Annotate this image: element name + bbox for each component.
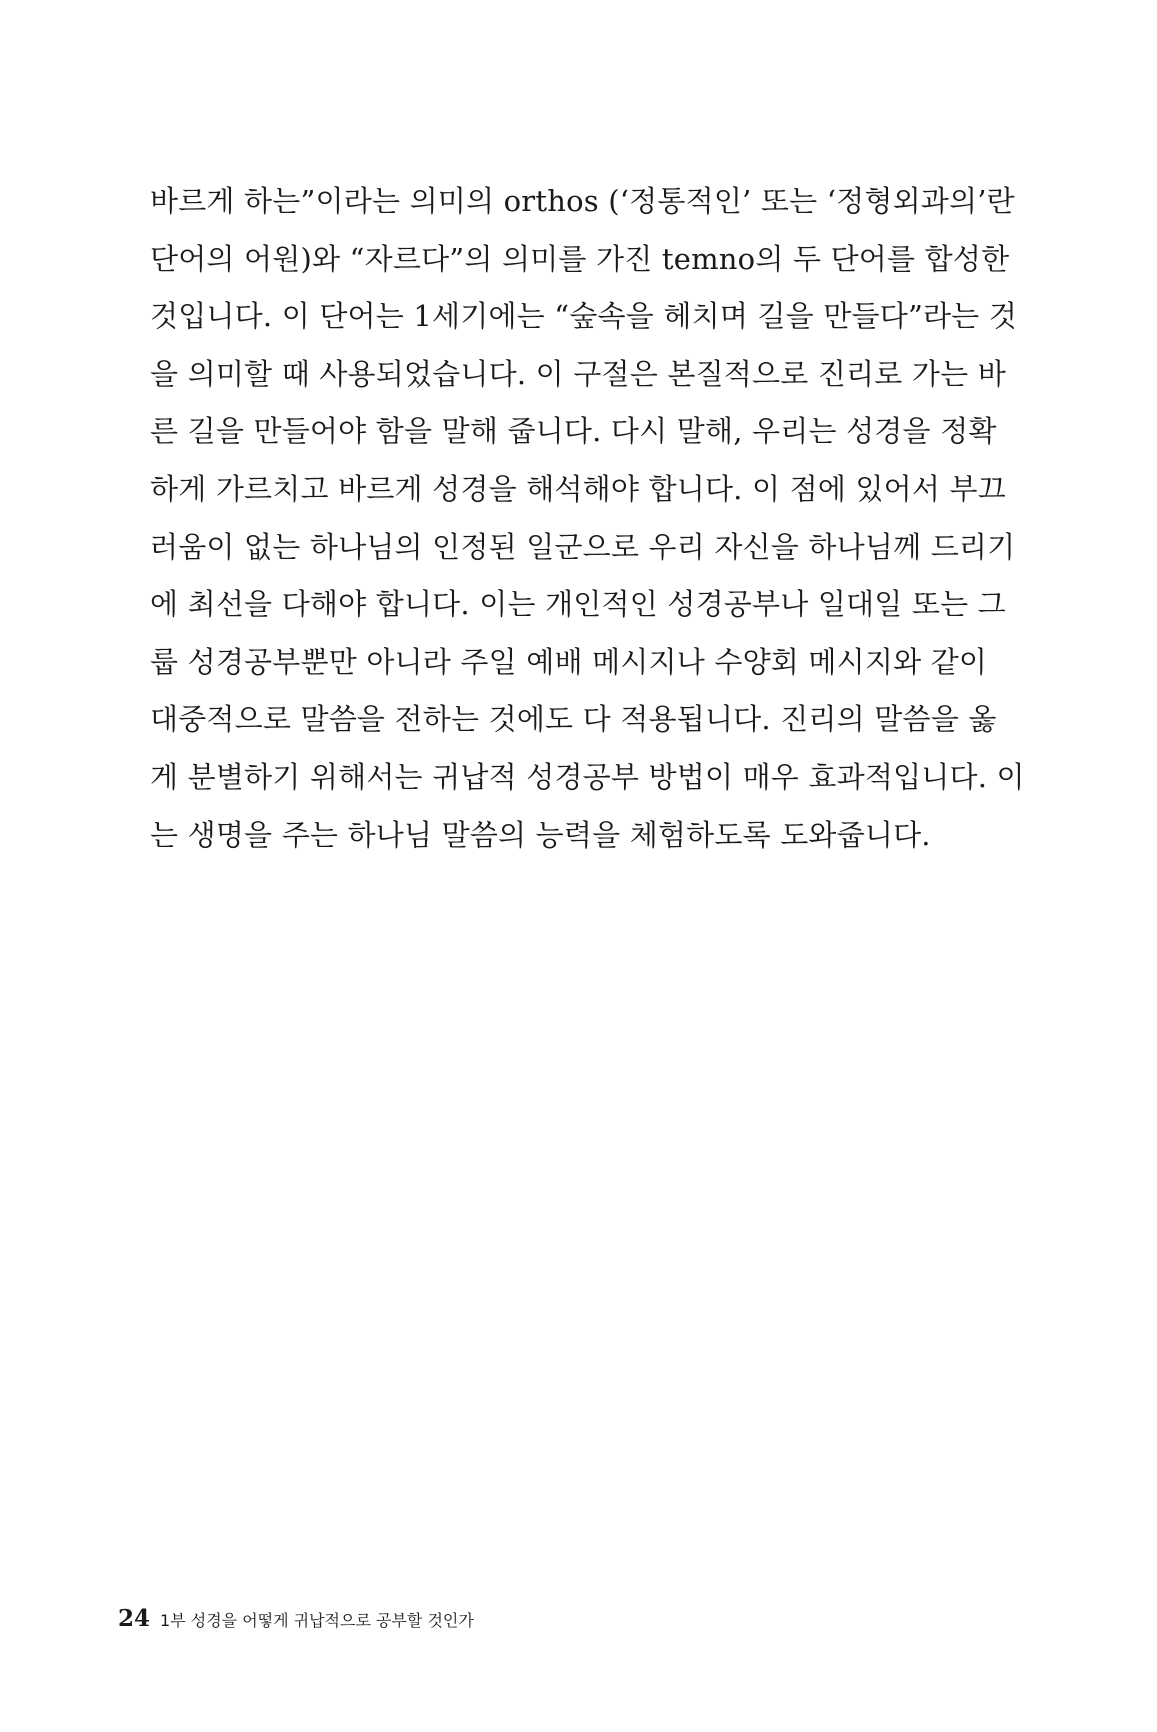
paragraph-line: 게 분별하기 위해서는 귀납적 성경공부 방법이 매우 효과적입니다. 이 (150, 759, 1025, 794)
paragraph-line: 대중적으로 말씀을 전하는 것에도 다 적용됩니다. 진리의 말씀을 옳 (150, 702, 997, 737)
paragraph-line: 바르게 하는”이라는 의미의 orthos (‘정통적인’ 또는 ‘정형외과의’란 (150, 184, 1015, 218)
body-paragraph (150, 173, 1025, 864)
paragraph-line: 하게 가르치고 바르게 성경을 해석해야 합니다. 이 점에 있어서 부끄 (150, 471, 1006, 506)
page-footer (118, 1605, 474, 1632)
paragraph-line: 단어의 어원)와 “자르다”의 의미를 가진 temno의 두 단어를 합성한 (150, 241, 1010, 276)
paragraph-line: 것입니다. 이 단어는 1세기에는 “숲속을 헤치며 길을 만들다”라는 것 (150, 299, 1018, 334)
running-head: 1부 성경을 어떻게 귀납적으로 공부할 것인가 (160, 1611, 474, 1630)
paragraph-line: 는 생명을 주는 하나님 말씀의 능력을 체험하도록 도와줍니다. (150, 817, 931, 852)
paragraph-line: 룹 성경공부뿐만 아니라 주일 예배 메시지나 수양회 메시지와 같이 (150, 644, 988, 679)
paragraph-line: 을 의미할 때 사용되었습니다. 이 구절은 본질적으로 진리로 가는 바 (150, 356, 1006, 391)
page-number: 24 (118, 1605, 151, 1632)
paragraph-line: 에 최선을 다해야 합니다. 이는 개인적인 성경공부나 일대일 또는 그 (150, 587, 1006, 622)
paragraph-line: 러움이 없는 하나님의 인정된 일군으로 우리 자신을 하나님께 드리기 (150, 529, 1016, 564)
paragraph-line: 른 길을 만들어야 함을 말해 줍니다. 다시 말해, 우리는 성경을 정확 (150, 414, 997, 449)
